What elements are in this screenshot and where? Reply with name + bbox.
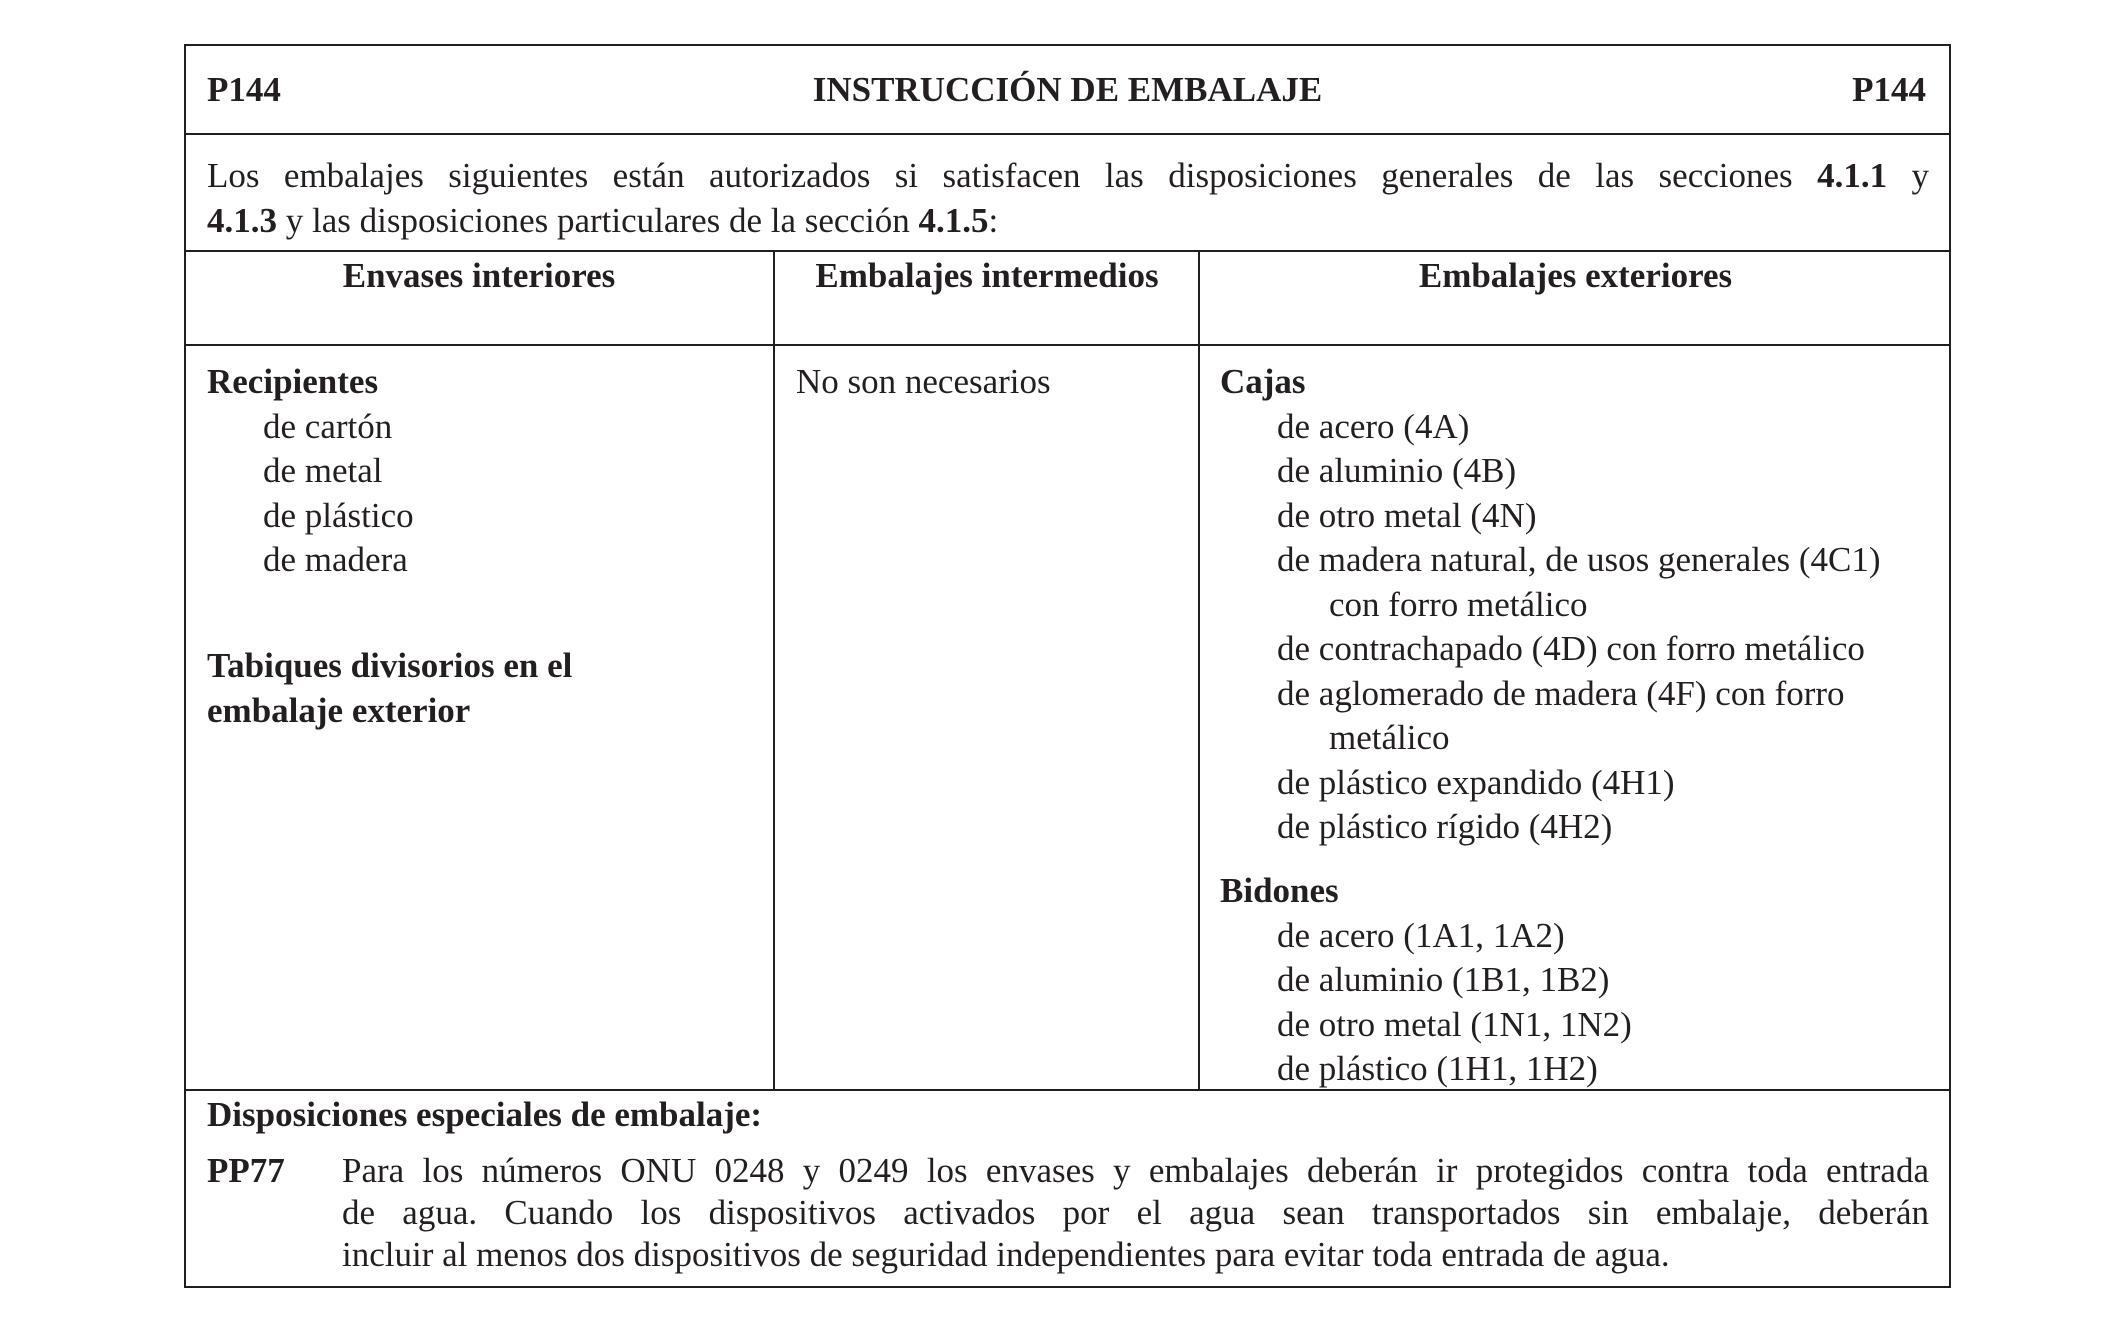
- outer-box-item: de madera natural, de usos generales (4C1): [1277, 540, 1881, 579]
- column-header-outer: Embalajes exteriores: [1418, 256, 1733, 295]
- outer-boxes-title: Cajas: [1220, 362, 1306, 401]
- column-divider-2: [1198, 250, 1200, 1091]
- rule-below-header: [184, 133, 1951, 135]
- intro-ref-411: 4.1.1: [1817, 156, 1888, 195]
- intro-ref-415: 4.1.5: [918, 201, 989, 240]
- outer-box-item-continuation: con forro metálico: [1329, 585, 1588, 624]
- intermediate-text: No son necesarios: [796, 362, 1051, 401]
- intro-text-2: y las disposiciones particulares de la sección: [285, 201, 910, 240]
- outer-box-item: de plástico expandido (4H1): [1277, 763, 1675, 802]
- rule-above-special-provisions: [184, 1089, 1951, 1091]
- inner-group-dividers-title-1: Tabiques divisorios en el: [207, 646, 573, 685]
- special-provision-code: PP77: [207, 1151, 285, 1190]
- intro-line-1: [207, 154, 1929, 199]
- instruction-code-right: P144: [1852, 70, 1926, 109]
- outer-box-item: de acero (4A): [1277, 407, 1470, 446]
- inner-item: de madera: [263, 540, 408, 579]
- outer-box-item: de aglomerado de madera (4F) con forro: [1277, 674, 1845, 713]
- intro-line-2: [207, 199, 998, 244]
- outer-drum-item: de otro metal (1N1, 1N2): [1277, 1005, 1632, 1044]
- inner-group-receptacles-title: Recipientes: [207, 362, 379, 401]
- inner-item: de plástico: [263, 496, 414, 535]
- page-title: INSTRUCCIÓN DE EMBALAJE: [812, 70, 1323, 109]
- outer-box-item: de otro metal (4N): [1277, 496, 1537, 535]
- outer-box-item: de aluminio (4B): [1277, 451, 1517, 490]
- column-header-intermediate: Embalajes intermedios: [815, 256, 1159, 295]
- special-provision-line-1: Para los números ONU 0248 y 0249 los envases y embalajes deberán ir protegidos contra toda entrada: [342, 1151, 1929, 1190]
- outer-drums-title: Bidones: [1220, 871, 1339, 910]
- special-provisions-title: Disposiciones especiales de embalaje:: [207, 1095, 763, 1134]
- intro-conj: y: [1911, 156, 1930, 195]
- intro-colon: :: [988, 201, 999, 240]
- column-divider-1: [773, 250, 775, 1091]
- intro-text-1: Los embalajes siguientes están autorizados si satisfacen las disposiciones generales de las secciones: [207, 156, 1793, 195]
- rule-below-intro: [184, 250, 1951, 252]
- inner-item: de metal: [263, 451, 383, 490]
- outer-drum-item: de plástico (1H1, 1H2): [1277, 1049, 1598, 1088]
- inner-group-dividers-title-2: embalaje exterior: [207, 691, 471, 730]
- outer-drum-item: de acero (1A1, 1A2): [1277, 916, 1565, 955]
- special-provision-line-3: incluir al menos dos dispositivos de seguridad independientes para evitar toda entrada de agua.: [342, 1235, 1670, 1274]
- special-provision-line-2: de agua. Cuando los dispositivos activados por el agua sean transportados sin embalaje, deberán: [342, 1193, 1929, 1232]
- inner-item: de cartón: [263, 407, 393, 446]
- rule-below-column-headers: [184, 344, 1951, 346]
- outer-box-item: de contrachapado (4D) con forro metálico: [1277, 629, 1865, 668]
- outer-box-item-continuation: metálico: [1329, 718, 1450, 757]
- outer-box-item: de plástico rígido (4H2): [1277, 807, 1613, 846]
- instruction-code-left: P144: [207, 70, 281, 109]
- outer-drum-item: de aluminio (1B1, 1B2): [1277, 960, 1610, 999]
- intro-ref-413: 4.1.3: [207, 201, 277, 240]
- column-header-inner: Envases interiores: [342, 256, 616, 295]
